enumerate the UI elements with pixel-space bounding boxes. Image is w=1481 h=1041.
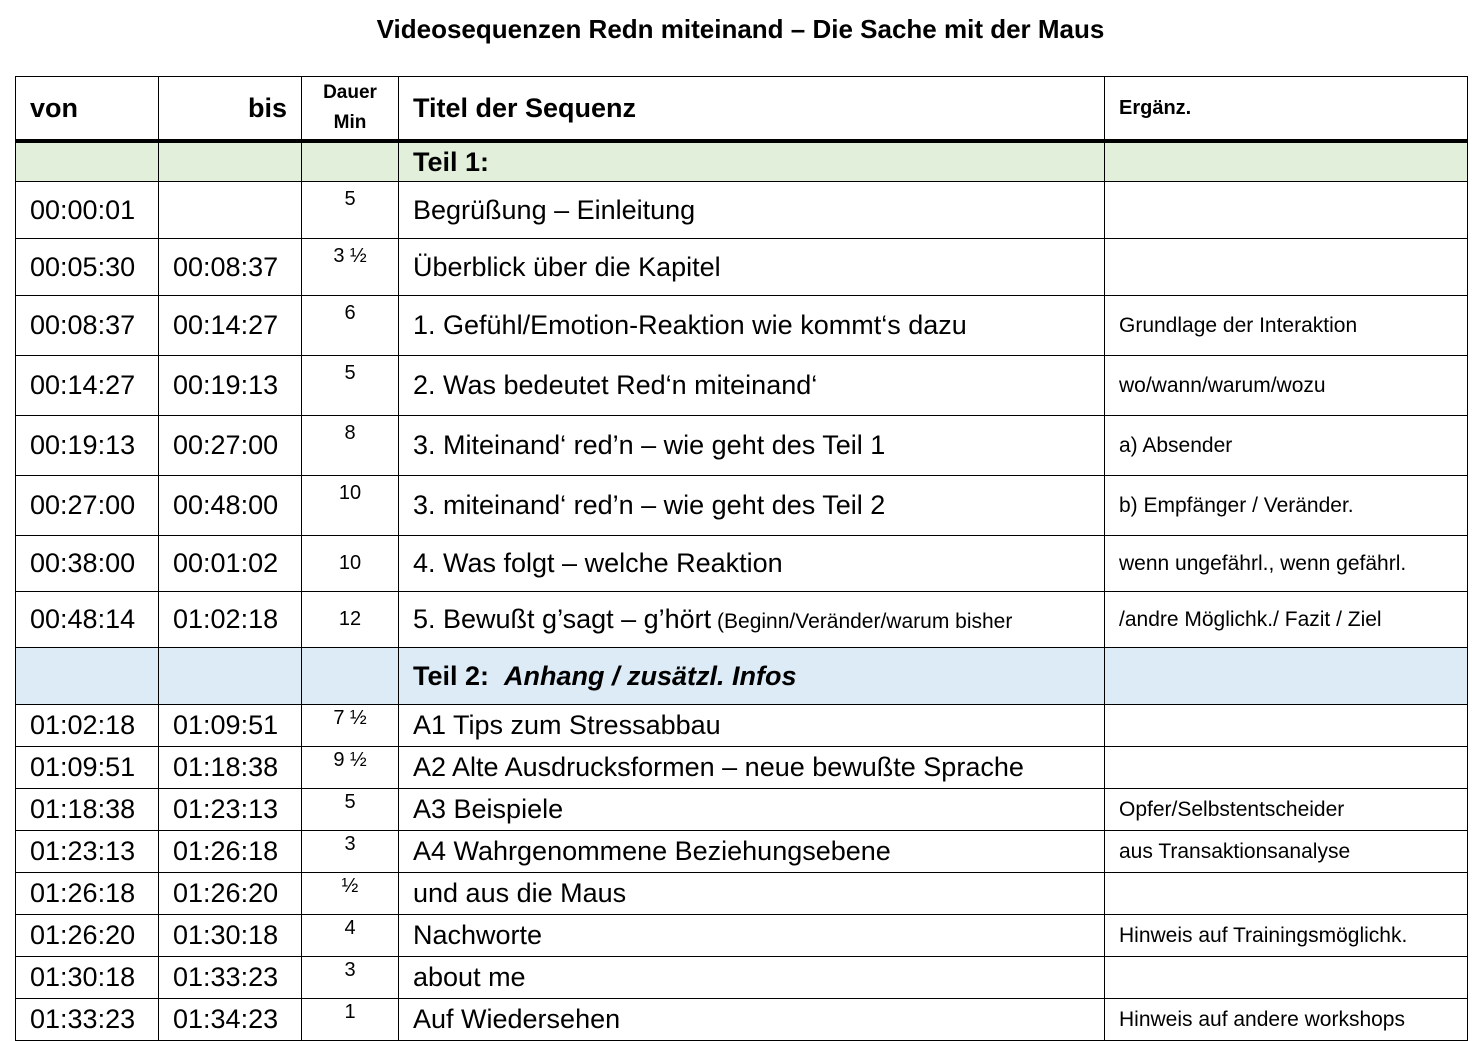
cell-dauer: 3 bbox=[302, 831, 399, 873]
cell-von: 01:02:18 bbox=[16, 705, 159, 747]
cell-ergaenz bbox=[1105, 747, 1468, 789]
cell-dauer: 5 bbox=[302, 789, 399, 831]
header-ergaenz: Ergänz. bbox=[1105, 77, 1468, 142]
cell-dauer: 8 bbox=[302, 416, 399, 476]
cell-ergaenz: /andre Möglichk./ Fazit / Ziel bbox=[1105, 592, 1468, 648]
cell-titel: Begrüßung – Einleitung bbox=[399, 182, 1105, 239]
table-row bbox=[16, 999, 1468, 1041]
table-row bbox=[16, 239, 1468, 296]
cell-von: 01:18:38 bbox=[16, 789, 159, 831]
header-dauer bbox=[302, 77, 399, 142]
cell-dauer: 10 bbox=[302, 476, 399, 536]
cell-dauer: 5 bbox=[302, 182, 399, 239]
cell-bis: 00:08:37 bbox=[159, 239, 302, 296]
header-titel: Titel der Sequenz bbox=[399, 77, 1105, 142]
cell-von: 00:05:30 bbox=[16, 239, 159, 296]
table-row bbox=[16, 416, 1468, 476]
table-row bbox=[16, 747, 1468, 789]
cell-von: 01:30:18 bbox=[16, 957, 159, 999]
cell-dauer: 6 bbox=[302, 296, 399, 356]
cell-von: 00:27:00 bbox=[16, 476, 159, 536]
cell-ergaenz bbox=[1105, 873, 1468, 915]
cell-ergaenz: Grundlage der Interaktion bbox=[1105, 296, 1468, 356]
cell-ergaenz: Opfer/Selbstentscheider bbox=[1105, 789, 1468, 831]
cell-von: 00:00:01 bbox=[16, 182, 159, 239]
cell-bis bbox=[159, 182, 302, 239]
cell-bis: 00:19:13 bbox=[159, 356, 302, 416]
cell-von: 01:09:51 bbox=[16, 747, 159, 789]
cell-titel: Auf Wiedersehen bbox=[399, 999, 1105, 1041]
cell-ergaenz: wo/wann/warum/wozu bbox=[1105, 356, 1468, 416]
table-row bbox=[16, 356, 1468, 416]
section-label-italic: Anhang / zusätzl. Infos bbox=[504, 660, 797, 691]
cell-bis: 01:23:13 bbox=[159, 789, 302, 831]
section-label bbox=[399, 648, 1105, 705]
cell-titel: 1. Gefühl/Emotion-Reaktion wie kommt‘s dazu bbox=[399, 296, 1105, 356]
cell-bis: 01:34:23 bbox=[159, 999, 302, 1041]
sequence-table bbox=[15, 76, 1468, 1041]
cell-titel: about me bbox=[399, 957, 1105, 999]
header-dauer-line2: Min bbox=[333, 112, 367, 133]
cell-bis: 01:18:38 bbox=[159, 747, 302, 789]
cell-von: 00:19:13 bbox=[16, 416, 159, 476]
cell-bis: 01:30:18 bbox=[159, 915, 302, 957]
cell-von: 00:14:27 bbox=[16, 356, 159, 416]
cell-ergaenz bbox=[1105, 239, 1468, 296]
cell-ergaenz bbox=[1105, 957, 1468, 999]
cell-bis: 01:26:20 bbox=[159, 873, 302, 915]
header-bis: bis bbox=[159, 77, 302, 142]
cell-ergaenz: Hinweis auf Trainingsmöglichk. bbox=[1105, 915, 1468, 957]
header-dauer-line1: Dauer bbox=[323, 82, 377, 103]
cell-bis: 01:09:51 bbox=[159, 705, 302, 747]
cell-titel-note: (Beginn/Veränder/warum bisher bbox=[711, 610, 1013, 633]
cell-titel: Nachworte bbox=[399, 915, 1105, 957]
cell-bis: 00:27:00 bbox=[159, 416, 302, 476]
table-row bbox=[16, 536, 1468, 592]
header-row bbox=[16, 77, 1468, 142]
cell-titel: A3 Beispiele bbox=[399, 789, 1105, 831]
table-row bbox=[16, 789, 1468, 831]
cell-dauer: 12 bbox=[302, 592, 399, 648]
table-row bbox=[16, 831, 1468, 873]
cell-titel: A4 Wahrgenommene Beziehungsebene bbox=[399, 831, 1105, 873]
cell-ergaenz: a) Absender bbox=[1105, 416, 1468, 476]
cell-titel: 4. Was folgt – welche Reaktion bbox=[399, 536, 1105, 592]
cell-bis: 00:14:27 bbox=[159, 296, 302, 356]
table-row bbox=[16, 915, 1468, 957]
cell-dauer: 7 ½ bbox=[302, 705, 399, 747]
table-row bbox=[16, 476, 1468, 536]
cell-dauer: 4 bbox=[302, 915, 399, 957]
cell-dauer: 3 ½ bbox=[302, 239, 399, 296]
section-label-main: Teil 2: bbox=[413, 660, 490, 691]
cell-dauer: 1 bbox=[302, 999, 399, 1041]
table-row bbox=[16, 957, 1468, 999]
cell-titel bbox=[399, 592, 1105, 648]
document-title: Videosequenzen Redn miteinand – Die Sache mit der Maus bbox=[376, 14, 1105, 44]
section-row-teil-2 bbox=[16, 648, 1468, 705]
cell-von: 01:23:13 bbox=[16, 831, 159, 873]
cell-titel-main: 5. Bewußt g’sagt – g’hört bbox=[413, 604, 712, 634]
section-label: Teil 1: bbox=[399, 141, 1105, 182]
cell-ergaenz bbox=[1105, 705, 1468, 747]
cell-von: 01:33:23 bbox=[16, 999, 159, 1041]
cell-von: 00:38:00 bbox=[16, 536, 159, 592]
cell-ergaenz bbox=[1105, 182, 1468, 239]
cell-bis: 00:01:02 bbox=[159, 536, 302, 592]
cell-dauer: 9 ½ bbox=[302, 747, 399, 789]
section-row-teil-1 bbox=[16, 141, 1468, 182]
cell-bis: 00:48:00 bbox=[159, 476, 302, 536]
cell-titel: 2. Was bedeutet Red‘n miteinand‘ bbox=[399, 356, 1105, 416]
cell-dauer: 3 bbox=[302, 957, 399, 999]
cell-bis: 01:26:18 bbox=[159, 831, 302, 873]
cell-von: 01:26:20 bbox=[16, 915, 159, 957]
cell-dauer: 5 bbox=[302, 356, 399, 416]
table-row bbox=[16, 182, 1468, 239]
cell-titel: und aus die Maus bbox=[399, 873, 1105, 915]
cell-ergaenz: aus Transaktionsanalyse bbox=[1105, 831, 1468, 873]
table-row bbox=[16, 705, 1468, 747]
cell-ergaenz: wenn ungefährl., wenn gefährl. bbox=[1105, 536, 1468, 592]
cell-ergaenz: Hinweis auf andere workshops bbox=[1105, 999, 1468, 1041]
cell-titel: A1 Tips zum Stressabbau bbox=[399, 705, 1105, 747]
cell-titel: 3. Miteinand‘ red’n – wie geht des Teil 1 bbox=[399, 416, 1105, 476]
cell-von: 01:26:18 bbox=[16, 873, 159, 915]
header-von: von bbox=[16, 77, 159, 142]
cell-bis: 01:33:23 bbox=[159, 957, 302, 999]
table-row bbox=[16, 296, 1468, 356]
cell-titel: A2 Alte Ausdrucksformen – neue bewußte Sprache bbox=[399, 747, 1105, 789]
cell-bis: 01:02:18 bbox=[159, 592, 302, 648]
table-row bbox=[16, 592, 1468, 648]
table-row bbox=[16, 873, 1468, 915]
cell-titel: Überblick über die Kapitel bbox=[399, 239, 1105, 296]
cell-von: 00:08:37 bbox=[16, 296, 159, 356]
cell-titel: 3. miteinand‘ red’n – wie geht des Teil 2 bbox=[399, 476, 1105, 536]
cell-dauer: 10 bbox=[302, 536, 399, 592]
cell-ergaenz: b) Empfänger / Veränder. bbox=[1105, 476, 1468, 536]
cell-dauer: ½ bbox=[302, 873, 399, 915]
cell-von: 00:48:14 bbox=[16, 592, 159, 648]
